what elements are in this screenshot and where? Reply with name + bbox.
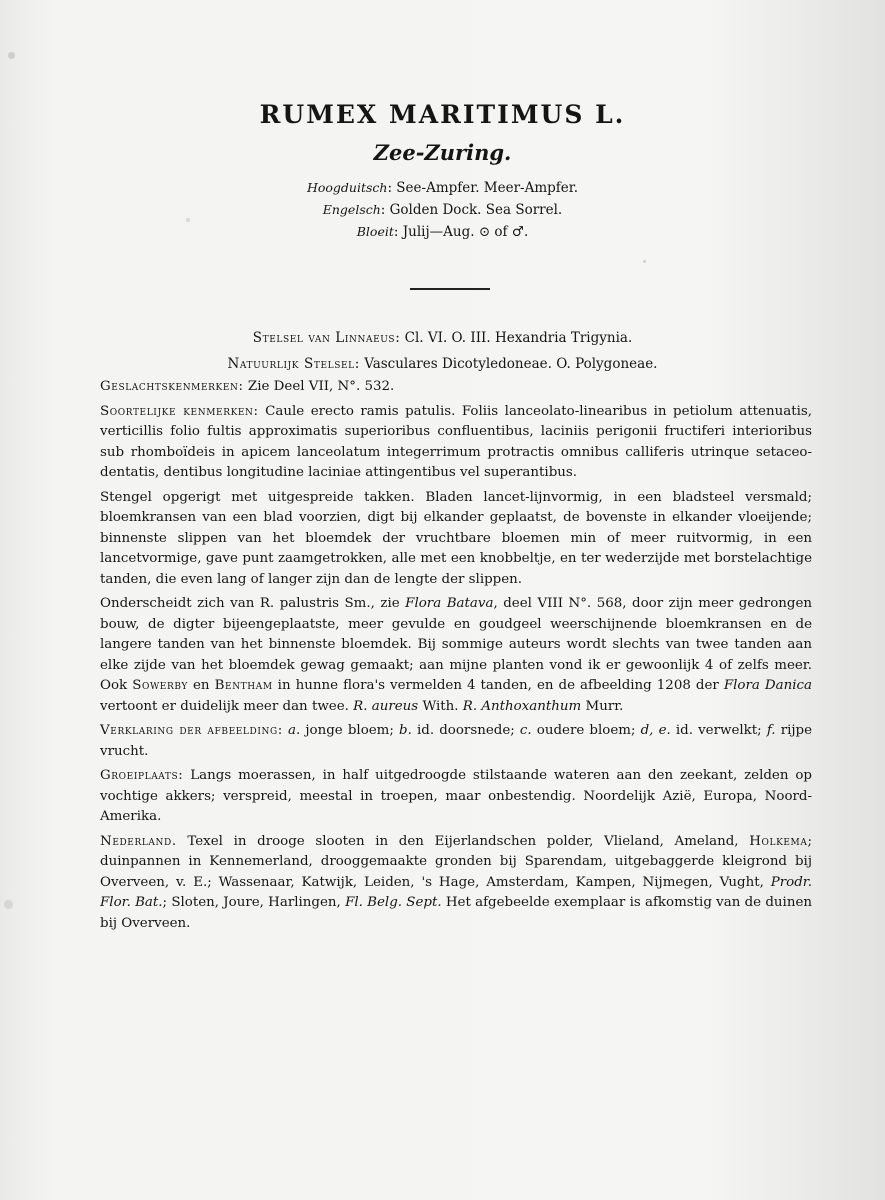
author-name: Sowerby xyxy=(132,678,188,693)
text-run: With. xyxy=(418,698,463,714)
distinction-paragraph xyxy=(100,594,812,717)
text-run: Het afgebeelde exemplaar is afkomstig van de duinen bij Overveen. xyxy=(100,895,812,931)
reference-title: Flora Danica xyxy=(723,678,813,693)
page-subtitle: Zee-Zuring. xyxy=(373,140,512,165)
text-run: Texel in drooge slooten in den Eijerlandschen polder, Vlieland, Ameland, xyxy=(176,833,750,849)
text-run: ; Sloten, Joure, Harlingen, xyxy=(162,895,346,910)
genus-characters xyxy=(100,377,812,398)
section-label: Verklaring der afbeelding: xyxy=(100,723,283,738)
reference-title: Prodr. Flor. Bat. xyxy=(100,874,812,910)
text-run: ; duinpannen in Kennemerland, drooggemaakte gronden bij Sparendam, uitgebaggerde kleigrond bij Overveen, v. E.; Wassenaar, Katwijk, Leiden, 's Hage, Amsterdam, Kampen, Nijmegen, Vught, xyxy=(100,833,812,890)
paper-speck xyxy=(4,900,13,909)
name-label: Engelsch xyxy=(322,202,381,217)
text-run: vertoont er duidelijk meer dan twee. xyxy=(100,698,354,714)
natural-system xyxy=(0,356,885,372)
section-value: Caule erecto ramis patulis. Foliis lanceolato-linearibus in petiolum attenuatis, verticillis folio fultis approximatis superioribus confluentibus, laciniis perigonii fructiferi interioribus sub rhomboïdeis in apicem lanceolatum integerrimum protractis omnibus calliferis utrinque setaceo-dentatis, dentibus longitudine laciniae attingentibus vel superantibus. xyxy=(100,403,813,480)
linnaeus-system xyxy=(0,330,885,346)
name-value: See-Ampfer. Meer-Ampfer. xyxy=(396,180,579,196)
common-names xyxy=(0,177,885,243)
figure-key: d, e. xyxy=(640,723,671,738)
netherlands-localities xyxy=(100,832,812,935)
text-run: id. doorsnede; xyxy=(411,723,520,738)
section-value: Zie Deel VII, N°. 532. xyxy=(247,379,395,394)
text-run: rijpe vrucht. xyxy=(100,723,813,759)
name-label: Hoogduitsch xyxy=(306,180,388,195)
section-label: Natuurlijk Stelsel: xyxy=(227,356,360,372)
section-label: Soortelijke kenmerken: xyxy=(100,403,259,419)
figure-key: f. xyxy=(766,723,776,738)
figure-key: a. xyxy=(288,723,301,738)
name-label: Bloeit xyxy=(356,224,394,239)
text-run: en xyxy=(187,678,215,693)
figure-key: c. xyxy=(519,723,532,738)
stem-description: Stengel opgerigt met uitgespreide takken. Bladen lancet-lijnvormig, in een bladsteel versmald; bloemkransen van een blad voorzien, digt bij elkander geplaatst, de bovenste in elkander vloeijende; binnenste slippen van het bloemdek der vruchtbare bloemen min of meer ruitvormig, in een lancetvormige, gave punt zaamgetrokken, alle met een knobbeltje, en ter wederzijde met borstelachtige tanden, die even lang of langer zijn dan de lengte der slippen. xyxy=(100,489,812,587)
section-value: Vasculares Dicotyledoneae. O. Polygoneae. xyxy=(364,356,658,372)
text-run: Onderscheidt zich van R. palustris Sm., zie xyxy=(100,596,406,611)
synonym: R. aureus xyxy=(353,698,419,714)
name-value: Golden Dock. Sea Sorrel. xyxy=(389,202,563,218)
paper-speck xyxy=(186,218,190,222)
synonym: R. Anthoxanthum xyxy=(462,698,582,714)
figure-key: b. xyxy=(399,723,412,738)
text-run: , deel VIII N°. 568, door zijn meer gedrongen bouw, de digter bijeengeplaatste, meer gevulde en goudgeel weerschijnende bloemkransen en de langere tanden van het binnenste bloemdek. Bij sommige auteurs wordt slechts van twee tanden aan elke zijde van het bloemdek gewag gemaakt; aan mijne planten vond ik er gewoonlijk 4 of zelfs meer. Ook xyxy=(100,596,813,693)
flowering-time: Bloeit: Julij—Aug. ⊙ of ♂. xyxy=(356,224,529,240)
section-value: Langs moerassen, in half uitgedroogde stilstaande wateren aan den zeekant, zelden op vochtige akkers; verspreid, meestal in troepen, maar onbestendig. Noordelijk Azië, Europa, Noord-Amerika. xyxy=(100,768,812,824)
text-run: jonge bloem; xyxy=(300,723,400,738)
section-label: Nederland. xyxy=(100,833,177,849)
name-german: Hoogduitsch: See-Ampfer. Meer-Ampfer. xyxy=(306,180,579,196)
section-value: Cl. VI. O. III. Hexandria Trigynia. xyxy=(404,330,633,346)
paper-speck xyxy=(8,52,15,59)
section-label: Geslachtskenmerken: xyxy=(100,379,244,394)
text-run: oudere bloem; xyxy=(531,723,641,738)
section-label: Stelsel van Linnaeus: xyxy=(252,330,401,346)
text-run: in hunne flora's vermelden 4 tanden, en de afbeelding 1208 der xyxy=(272,678,724,693)
author-name: Bentham xyxy=(214,678,273,693)
reference-title: Fl. Belg. Sept. xyxy=(345,895,442,910)
section-label: Groeiplaats: xyxy=(100,768,184,783)
name-english: Engelsch: Golden Dock. Sea Sorrel. xyxy=(322,202,563,218)
figure-explanation xyxy=(100,721,812,762)
description-body xyxy=(100,377,812,938)
habitat xyxy=(100,766,812,828)
paper-speck xyxy=(643,260,646,263)
page-title: RUMEX MARITIMUS L. xyxy=(259,100,626,129)
text-run: Murr. xyxy=(581,698,624,714)
divider xyxy=(410,288,490,290)
reference-title: Flora Batava xyxy=(405,596,494,611)
species-characters xyxy=(100,402,812,484)
author-name: Holkema xyxy=(749,833,808,849)
name-value: Julij—Aug. ⊙ of ♂. xyxy=(402,224,529,240)
text-run: id. verwelkt; xyxy=(670,723,767,738)
